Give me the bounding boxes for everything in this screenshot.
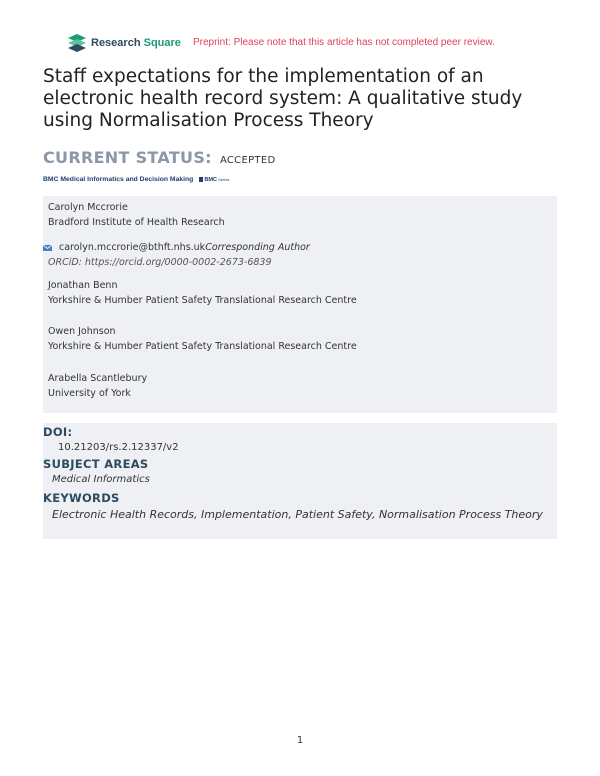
research-square-logo-icon <box>66 34 88 52</box>
status-value: ACCEPTED <box>219 155 276 166</box>
author-name: Arabella Scantlebury <box>48 373 148 384</box>
author-name: Owen Johnson <box>48 326 116 337</box>
preprint-notice: Preprint: Please note that this article has not completed peer review. <box>193 37 495 48</box>
author-1 <box>48 200 225 230</box>
author-2 <box>48 278 357 308</box>
journal-line <box>43 176 229 183</box>
envelope-icon <box>43 245 52 251</box>
doi-label: DOI: <box>43 425 73 439</box>
author-affiliation: University of York <box>48 388 131 399</box>
author-email-line <box>43 240 310 255</box>
status-label: CURRENT STATUS: <box>43 148 212 167</box>
metadata-panel <box>43 423 557 539</box>
author-3 <box>48 324 357 354</box>
keywords-value: Electronic Health Records, Implementation, Patient Safety, Normalisation Process Theory <box>52 508 543 521</box>
subject-areas-label: SUBJECT AREAS <box>43 457 149 471</box>
page-header <box>66 34 546 54</box>
author-4 <box>48 371 147 401</box>
author-orcid[interactable]: ORCiD: https://orcid.org/0000-0002-2673-6839 <box>48 257 272 268</box>
bmc-series-logo <box>199 177 229 183</box>
journal-name: BMC Medical Informatics and Decision Making <box>43 176 194 183</box>
bmc-badge-text: BMC <box>204 176 218 183</box>
doi-value[interactable]: 10.21203/rs.2.12337/v2 <box>58 442 179 453</box>
research-square-logo[interactable] <box>66 34 181 52</box>
page-number: 1 <box>296 735 304 746</box>
bmc-series-text: Series <box>218 177 230 182</box>
subject-areas-value: Medical Informatics <box>52 474 150 485</box>
author-affiliation: Yorkshire & Humber Patient Safety Translational Research Centre <box>48 341 357 352</box>
logo-text-main: Research <box>91 37 141 49</box>
keywords-label: KEYWORDS <box>43 491 120 505</box>
bmc-square-icon <box>199 177 203 182</box>
current-status <box>43 148 275 167</box>
logo-text <box>91 37 181 49</box>
authors-panel <box>43 196 557 413</box>
author-name: Jonathan Benn <box>48 280 118 291</box>
author-affiliation: Bradford Institute of Health Research <box>48 217 225 228</box>
corresponding-author-label: Corresponding Author <box>205 242 310 253</box>
article-title: Staff expectations for the implementation of an electronic health record system: A qualitative study using Normalisation Process Theory <box>43 66 523 131</box>
logo-text-accent: Square <box>143 37 181 49</box>
author-name: Carolyn Mccrorie <box>48 202 128 213</box>
author-email-link[interactable]: carolyn.mccrorie@bthft.nhs.uk <box>59 242 206 253</box>
author-affiliation: Yorkshire & Humber Patient Safety Translational Research Centre <box>48 295 357 306</box>
